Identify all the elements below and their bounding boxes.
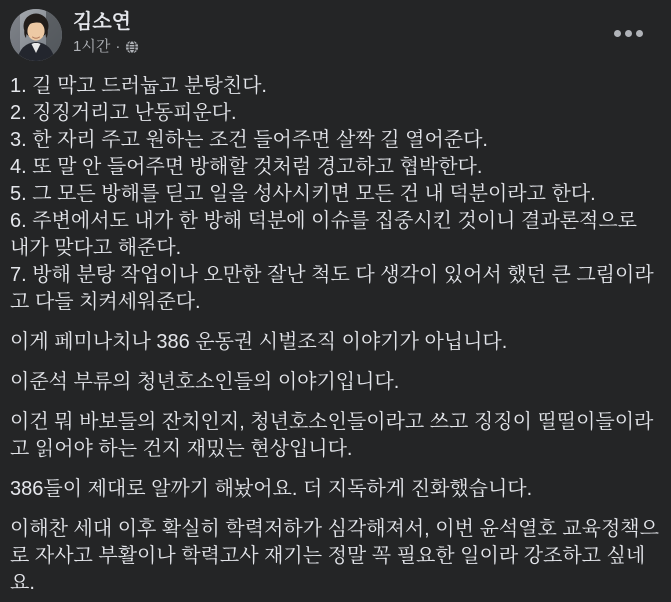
post-line: 이준석 부류의 청년호소인들의 이야기입니다. xyxy=(10,371,400,393)
post-line: 1. 길 막고 드러눕고 분탕친다. xyxy=(10,75,267,97)
post-line: 3. 한 자리 주고 원하는 조건 들어주면 살짝 길 열어준다. xyxy=(10,129,488,151)
avatar[interactable] xyxy=(10,9,62,61)
three-dots-icon xyxy=(614,30,621,37)
meta-separator: · xyxy=(115,38,121,55)
globe-icon xyxy=(125,40,139,54)
post-line: 4. 또 말 안 들어주면 방해할 것처럼 경고하고 협박한다. xyxy=(10,156,483,178)
post-paragraph xyxy=(10,73,661,316)
post-line: 이게 페미나치나 386 운동권 시벌조직 이야기가 아닙니다. xyxy=(10,331,508,353)
post-line: 6. 주변에서도 내가 한 방해 덕분에 이슈를 집중시킨 것이니 결과론적으로 내가 맞다고 해준다. xyxy=(10,210,637,259)
more-options-button[interactable] xyxy=(610,22,647,45)
post-paragraph xyxy=(10,476,661,503)
post-paragraph xyxy=(10,409,661,463)
three-dots-icon xyxy=(636,30,643,37)
post-line: 7. 방해 분탕 작업이나 오만한 잘난 척도 다 생각이 있어서 했던 큰 그림이라고 다들 치켜세워준다. xyxy=(10,264,654,313)
post-line: 2. 징징거리고 난동피운다. xyxy=(10,102,237,124)
timestamp[interactable]: 1시간 xyxy=(73,38,111,55)
three-dots-icon xyxy=(625,30,632,37)
post-line: 이건 뭐 바보들의 잔치인지, 청년호소인들이라고 쓰고 징징이 띨띨이들이라고 읽어야 하는 건지 재밌는 현상입니다. xyxy=(10,411,654,460)
avatar-photo xyxy=(10,9,62,61)
post-paragraph xyxy=(10,516,661,597)
post-line: 이해찬 세대 이후 확실히 학력저하가 심각해져서, 이번 윤석열호 교육정책으로 자사고 부활이나 학력고사 재기는 정말 꼭 필요한 일이라 강조하고 싶네요. xyxy=(10,518,659,594)
post-line: 5. 그 모든 방해를 딛고 일을 성사시키면 모든 건 내 덕분이라고 한다. xyxy=(10,183,596,205)
post-body xyxy=(0,65,671,597)
header-info xyxy=(73,9,139,56)
post-line: 386들이 제대로 알까기 해놨어요. 더 지독하게 진화했습니다. xyxy=(10,478,533,500)
post-paragraph xyxy=(10,329,661,356)
post-meta xyxy=(73,37,139,56)
post-paragraph xyxy=(10,369,661,396)
author-name[interactable]: 김소연 xyxy=(73,11,131,33)
post-header xyxy=(0,0,671,65)
